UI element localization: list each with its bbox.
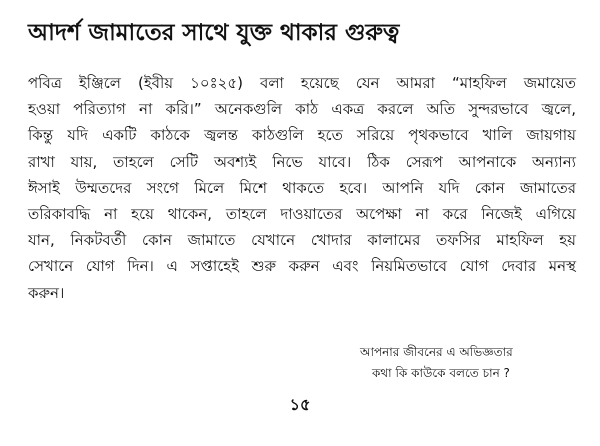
caption-line: কথা কি কাউকে বলতে চান ? xyxy=(372,366,510,380)
page-title: আদর্শ জামাতের সাথে যুক্ত থাকার গুরুত্ব xyxy=(28,20,400,46)
paragraph-line: সেখানে যোগ দিন। এ সপ্তাহেই শুরু করুন এবং নিয়মিতভাবে যোগ দেবার মনস্থ xyxy=(28,257,576,276)
paragraph-line: করুন। xyxy=(28,283,65,302)
caption-line: আপনার জীবনের এ অভিজ্ঞতার xyxy=(360,345,513,359)
paragraph-line: পবিত্র ইঞ্জিলে (ইবীয় ১০ঃ২৫) বলা হয়েছে যেন আমরা “মাহফিল জমায়েত xyxy=(28,74,576,92)
paragraph-line: ঈসাই উম্মতদের সংগে মিলে মিশে থাকতে হবে। আপনি যদি কোন জামাতের xyxy=(28,178,576,197)
paragraph-line: যান, নিকটবর্তী কোন জামাতে যেখানে খোদার কালামের তফসির মাহফিল হয় xyxy=(28,231,576,250)
page-number: ১৫ xyxy=(289,395,311,414)
paragraph-line: হওয়া পরিত্যাগ না করি।” অনেকগুলি কাঠ একত্র করলে অতি সুন্দরভাবে জ্বলে, xyxy=(28,100,576,119)
reflection-caption xyxy=(360,342,570,384)
body-paragraph xyxy=(28,70,576,306)
paragraph-line: কিন্তু যদি একটি কাঠকে জ্বলন্ত কাঠগুলি হতে সরিয়ে পৃথকভাবে খালি জায়গায় xyxy=(28,126,576,145)
paragraph-line: তরিকাবদ্ধি না হয়ে থাকেন, তাহলে দাওয়াতের অপেক্ষা না করে নিজেই এগিয়ে xyxy=(28,205,576,224)
paragraph-line: রাখা যায়, তাহলে সেটি অবশ্যই নিভে যাবে। ঠিক সেরূপ আপনাকে অন্যান্য xyxy=(28,152,576,171)
